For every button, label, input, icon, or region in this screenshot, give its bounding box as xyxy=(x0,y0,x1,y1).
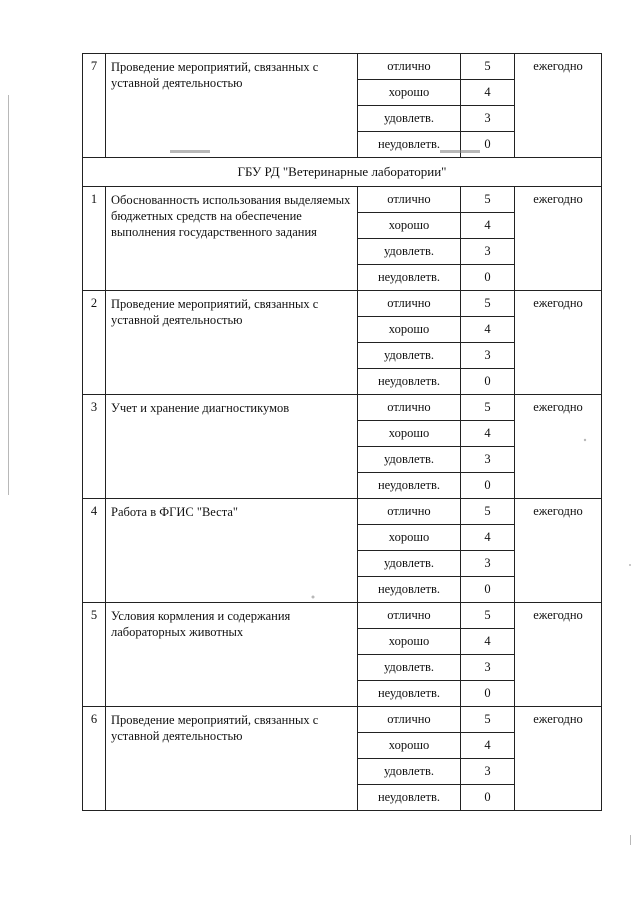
grade-label: удовлетв. xyxy=(358,106,461,132)
grade-label: отлично xyxy=(358,707,461,733)
grade-label: неудовлетв. xyxy=(358,577,461,603)
grade-row xyxy=(83,499,602,525)
section-title: ГБУ РД "Ветеринарные лаборатории" xyxy=(83,158,602,187)
grade-label: отлично xyxy=(358,187,461,213)
grade-label: отлично xyxy=(358,603,461,629)
grade-label: неудовлетв. xyxy=(358,473,461,499)
grade-label: удовлетв. xyxy=(358,343,461,369)
grade-label: неудовлетв. xyxy=(358,132,461,158)
item-criterion: Проведение мероприятий, связанных с уставной деятельностью xyxy=(106,54,358,158)
grade-label: хорошо xyxy=(358,213,461,239)
grade-row xyxy=(83,54,602,80)
item-number: 6 xyxy=(83,707,106,811)
grade-label: неудовлетв. xyxy=(358,681,461,707)
item-number: 2 xyxy=(83,291,106,395)
item-frequency: ежегодно xyxy=(515,603,602,707)
grade-score: 0 xyxy=(461,577,515,603)
item-criterion: Проведение мероприятий, связанных с уставной деятельностью xyxy=(106,291,358,395)
item-number: 5 xyxy=(83,603,106,707)
grade-label: неудовлетв. xyxy=(358,265,461,291)
grade-score: 3 xyxy=(461,551,515,577)
grade-score: 4 xyxy=(461,733,515,759)
criteria-table xyxy=(82,53,602,811)
item-frequency: ежегодно xyxy=(515,54,602,158)
grade-label: хорошо xyxy=(358,525,461,551)
grade-row xyxy=(83,707,602,733)
grade-score: 3 xyxy=(461,655,515,681)
item-frequency: ежегодно xyxy=(515,395,602,499)
item-criterion: Обоснованность использования выделяемых бюджетных средств на обеспечение выполнения государственного задания xyxy=(106,187,358,291)
grade-score: 0 xyxy=(461,473,515,499)
grade-score: 3 xyxy=(461,106,515,132)
grade-score: 3 xyxy=(461,343,515,369)
grade-label: хорошо xyxy=(358,80,461,106)
grade-label: удовлетв. xyxy=(358,551,461,577)
grade-label: хорошо xyxy=(358,421,461,447)
grade-label: неудовлетв. xyxy=(358,369,461,395)
item-number: 3 xyxy=(83,395,106,499)
item-frequency: ежегодно xyxy=(515,291,602,395)
item-criterion: Работа в ФГИС "Веста" xyxy=(106,499,358,603)
grade-score: 0 xyxy=(461,132,515,158)
grade-label: удовлетв. xyxy=(358,447,461,473)
item-criterion: Условия кормления и содержания лабораторных животных xyxy=(106,603,358,707)
item-frequency: ежегодно xyxy=(515,707,602,811)
grade-label: отлично xyxy=(358,395,461,421)
grade-score: 4 xyxy=(461,213,515,239)
grade-label: удовлетв. xyxy=(358,655,461,681)
grade-label: неудовлетв. xyxy=(358,785,461,811)
item-number: 1 xyxy=(83,187,106,291)
grade-score: 3 xyxy=(461,447,515,473)
grade-score: 3 xyxy=(461,759,515,785)
item-frequency: ежегодно xyxy=(515,499,602,603)
grade-label: отлично xyxy=(358,291,461,317)
grade-score: 5 xyxy=(461,54,515,80)
grade-score: 4 xyxy=(461,80,515,106)
grade-score: 5 xyxy=(461,707,515,733)
grade-label: удовлетв. xyxy=(358,759,461,785)
grade-row xyxy=(83,291,602,317)
grade-label: отлично xyxy=(358,54,461,80)
grade-label: хорошо xyxy=(358,733,461,759)
grade-row xyxy=(83,395,602,421)
grade-score: 4 xyxy=(461,317,515,343)
item-number: 7 xyxy=(83,54,106,158)
item-criterion: Проведение мероприятий, связанных с уставной деятельностью xyxy=(106,707,358,811)
grade-score: 4 xyxy=(461,629,515,655)
item-criterion: Учет и хранение диагностикумов xyxy=(106,395,358,499)
grade-score: 5 xyxy=(461,499,515,525)
grade-row xyxy=(83,187,602,213)
grade-label: удовлетв. xyxy=(358,239,461,265)
grade-label: отлично xyxy=(358,499,461,525)
grade-score: 4 xyxy=(461,525,515,551)
grade-score: 0 xyxy=(461,265,515,291)
grade-score: 0 xyxy=(461,369,515,395)
item-frequency: ежегодно xyxy=(515,187,602,291)
item-number: 4 xyxy=(83,499,106,603)
grade-score: 5 xyxy=(461,603,515,629)
grade-score: 0 xyxy=(461,681,515,707)
grade-score: 5 xyxy=(461,187,515,213)
grade-row xyxy=(83,603,602,629)
grade-label: хорошо xyxy=(358,317,461,343)
grade-score: 3 xyxy=(461,239,515,265)
grade-score: 0 xyxy=(461,785,515,811)
grade-score: 5 xyxy=(461,395,515,421)
grade-score: 5 xyxy=(461,291,515,317)
grade-label: хорошо xyxy=(358,629,461,655)
section-row xyxy=(83,158,602,187)
grade-score: 4 xyxy=(461,421,515,447)
